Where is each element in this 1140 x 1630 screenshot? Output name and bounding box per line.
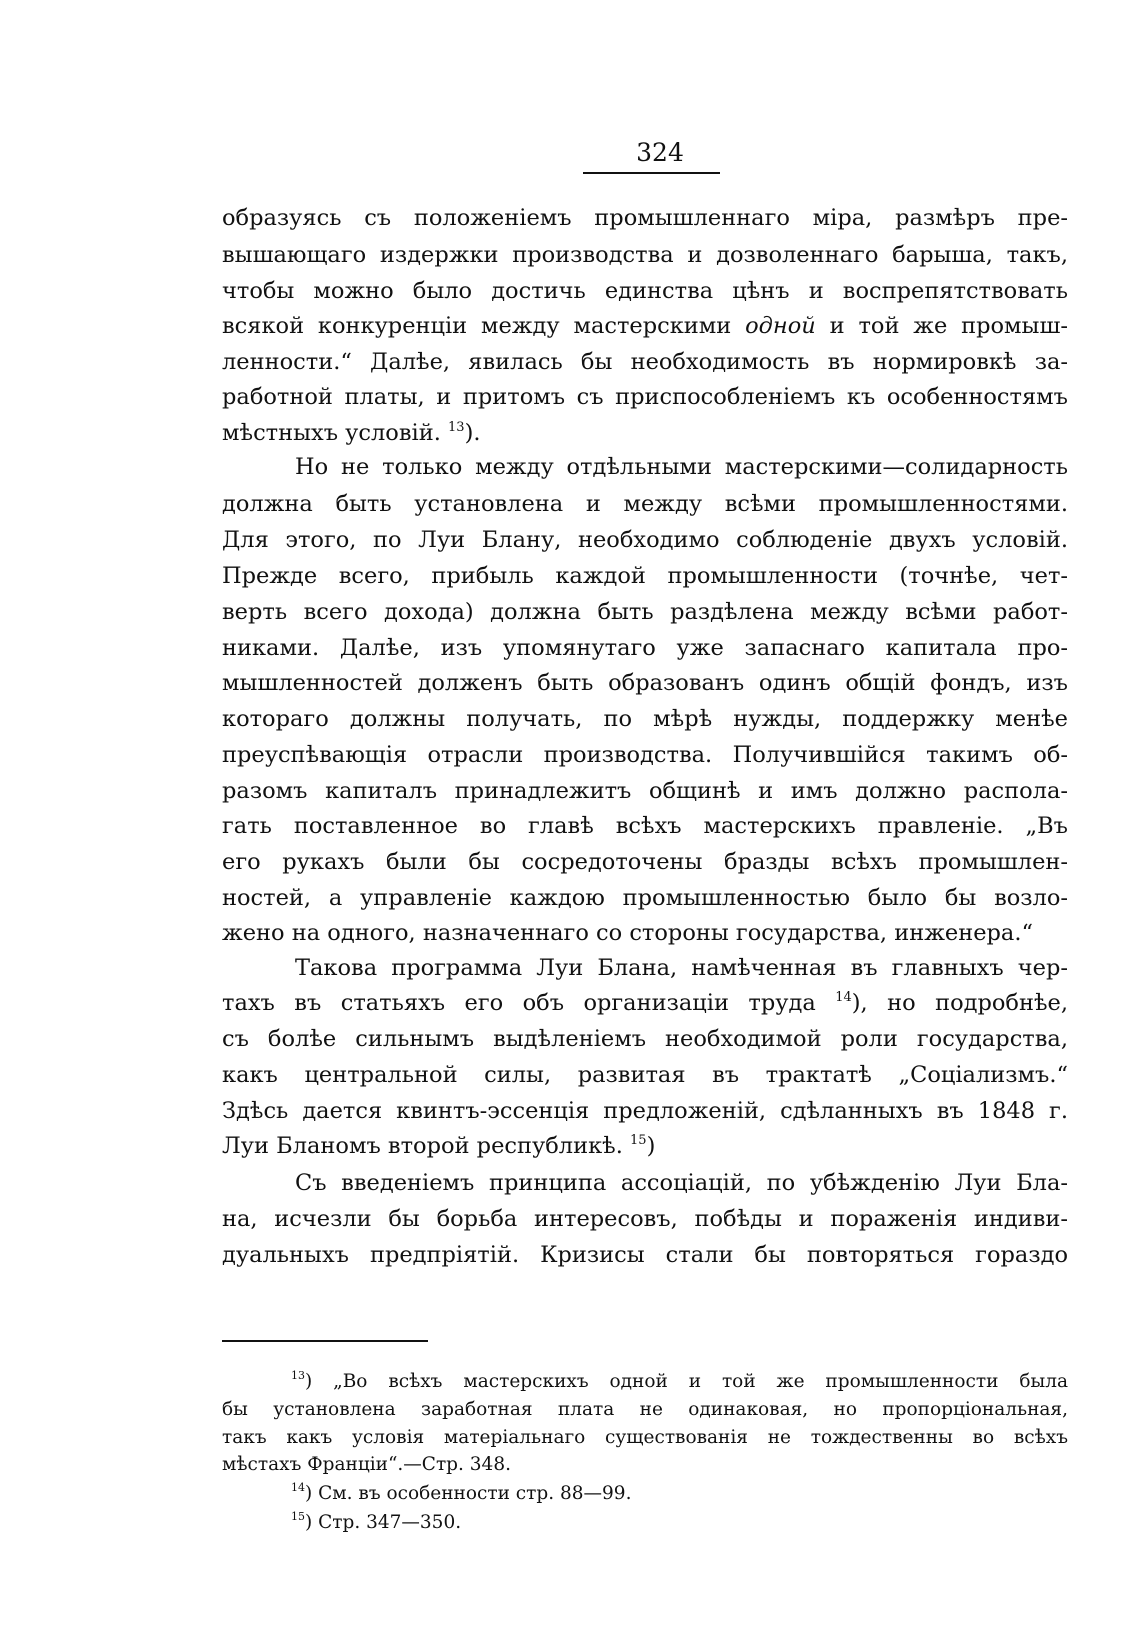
text-segment: ), но подробнѣе,: [851, 990, 1068, 1016]
page-number: 324: [636, 138, 684, 167]
text-line: съ болѣе сильнымъ выдѣленіемъ необходимой роли государства,: [222, 1026, 1068, 1052]
text-line: [222, 1131, 1068, 1161]
emphasis-text: одной: [745, 313, 816, 339]
text-segment: и той же промыш-: [829, 313, 1068, 339]
page-number-rule: [583, 172, 720, 174]
text-line: [222, 418, 1068, 448]
text-line: ленности.“ Далѣе, явилась бы необходимость въ нормировкѣ за-: [222, 349, 1068, 375]
text-line: должна быть установлена и между всѣми промышленностями.: [222, 491, 1068, 517]
text-line: Здѣсь дается квинтъ-эссенція предложеній, сдѣланныхъ въ 1848 г.: [222, 1098, 1068, 1124]
text-line: работной платы, и притомъ съ приспособленіемъ къ особенностямъ: [222, 384, 1068, 410]
text-line: его рукахъ были бы сосредоточены бразды всѣхъ промышлен-: [222, 849, 1068, 875]
footnote-text: ) См. въ особенности стр. 88—99.: [305, 1483, 632, 1504]
text-line: дуальныхъ предпріятій. Кризисы стали бы повторяться гораздо: [222, 1242, 1068, 1268]
text-segment: мѣстныхъ условій.: [222, 420, 441, 446]
text-line: ностей, а управленіе каждою промышленностью было бы возло-: [222, 885, 1068, 911]
text-line: [222, 311, 1068, 341]
footnote-line: [291, 1368, 1068, 1395]
footnote-reference: 13: [448, 420, 465, 435]
footnote-reference: 14: [835, 990, 852, 1005]
footnote-text: ) „Во всѣхъ мастерскихъ одной и той же промышленности была: [305, 1371, 1068, 1392]
footnote-marker: 13: [291, 1369, 305, 1382]
footnote-line: [291, 1480, 1068, 1507]
text-line: котораго должны получать, по мѣрѣ нужды, поддержку менѣе: [222, 706, 1068, 732]
footnote-marker: 15: [291, 1510, 305, 1523]
text-line: Но не только между отдѣльными мастерскими—солидарность: [295, 454, 1068, 480]
footnote-line: такъ какъ условія матеріальнаго существованія не тождественны во всѣхъ: [222, 1427, 1068, 1448]
text-line: Для этого, по Луи Блану, необходимо соблюденіе двухъ условій.: [222, 527, 1068, 553]
text-line: Такова программа Луи Блана, намѣченная въ главныхъ чер-: [295, 955, 1068, 981]
text-line: никами. Далѣе, изъ упомянутаго уже запаснаго капитала про-: [222, 635, 1068, 661]
text-segment: всякой конкуренціи между мастерскими: [222, 313, 732, 339]
text-line: чтобы можно было достичь единства цѣнъ и воспрепятствовать: [222, 278, 1068, 304]
text-segment: тахъ въ статьяхъ его объ организаціи труда: [222, 990, 816, 1016]
footnote-line: мѣстахъ Франціи“.—Стр. 348.: [222, 1454, 511, 1475]
text-line: вышающаго издержки производства и дозволеннаго барыша, такъ,: [222, 242, 1068, 268]
footnote-reference: 15: [630, 1133, 647, 1148]
text-line: образуясь съ положеніемъ промышленнаго міра, размѣръ пре-: [222, 205, 1068, 231]
text-line: какъ центральной силы, развитая въ трактатѣ „Соціализмъ.“: [222, 1062, 1068, 1088]
text-line: разомъ капиталъ принадлежитъ общинѣ и имъ должно распола-: [222, 778, 1068, 804]
text-line: [222, 988, 1068, 1018]
text-segment: ).: [464, 420, 481, 446]
footnote-line: [291, 1509, 1068, 1536]
text-line: на, исчезли бы борьба интересовъ, побѣды и пораженія индиви-: [222, 1206, 1068, 1232]
text-line: жено на одного, назначеннаго со стороны государства, инженера.“: [222, 920, 1033, 946]
footnote-line: бы установлена заработная плата не одинаковая, но пропорціональная,: [222, 1399, 1068, 1420]
footnote-marker: 14: [291, 1481, 305, 1494]
text-line: преуспѣвающія отрасли производства. Получившійся такимъ об-: [222, 742, 1068, 768]
footnote-separator: [222, 1340, 428, 1342]
text-line: Прежде всего, прибыль каждой промышленности (точнѣе, чет-: [222, 563, 1068, 589]
text-segment: Луи Бланомъ второй республикѣ.: [222, 1133, 623, 1159]
text-line: верть всего дохода) должна быть раздѣлена между всѣми работ-: [222, 599, 1068, 625]
text-line: Съ введеніемъ принципа ассоціацій, по убѣжденію Луи Бла-: [295, 1170, 1068, 1196]
text-line: гать поставленное во главѣ всѣхъ мастерскихъ правленіе. „Въ: [222, 813, 1068, 839]
text-line: мышленностей долженъ быть образованъ одинъ общій фондъ, изъ: [222, 670, 1068, 696]
text-segment: ): [646, 1133, 656, 1159]
footnote-text: ) Стр. 347—350.: [305, 1512, 462, 1533]
